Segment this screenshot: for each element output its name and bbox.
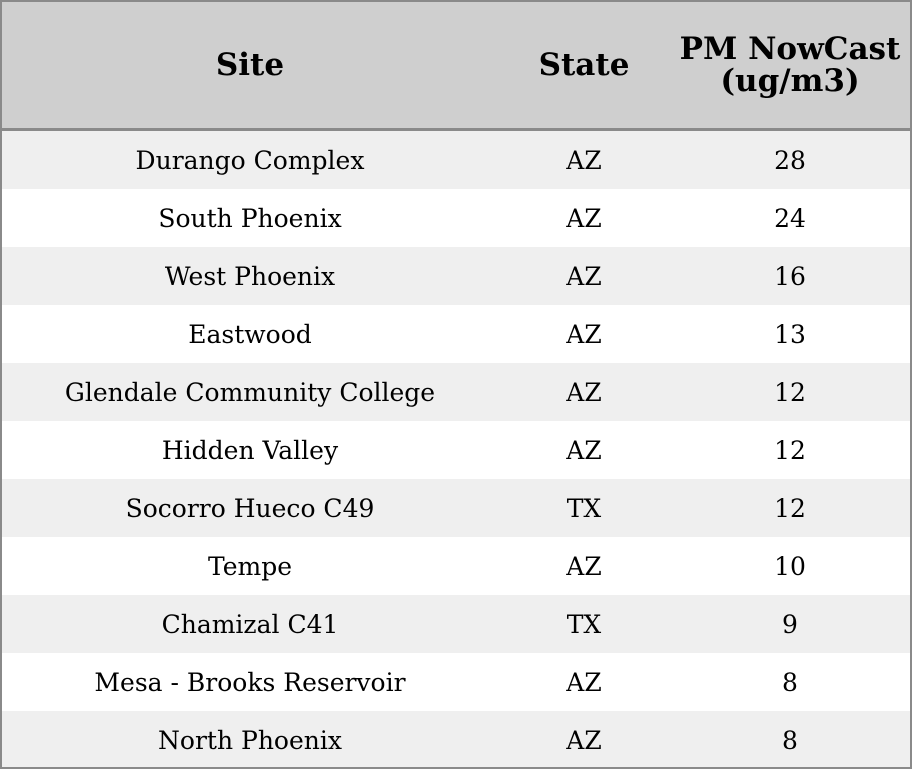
column-header-site: Site: [2, 2, 498, 130]
cell-state: AZ: [498, 537, 670, 595]
header-row: [2, 2, 910, 130]
cell-pm-nowcast: 24: [670, 189, 910, 247]
cell-site: Chamizal C41: [2, 595, 498, 653]
table-row: [2, 305, 910, 363]
cell-pm-nowcast: 12: [670, 479, 910, 537]
cell-site: South Phoenix: [2, 189, 498, 247]
cell-state: AZ: [498, 653, 670, 711]
cell-site: West Phoenix: [2, 247, 498, 305]
table-row: [2, 363, 910, 421]
cell-state: AZ: [498, 421, 670, 479]
cell-pm-nowcast: 12: [670, 421, 910, 479]
cell-pm-nowcast: 28: [670, 130, 910, 190]
table-header: [2, 2, 910, 130]
cell-site: Glendale Community College: [2, 363, 498, 421]
cell-pm-nowcast: 9: [670, 595, 910, 653]
cell-state: TX: [498, 479, 670, 537]
cell-site: Eastwood: [2, 305, 498, 363]
cell-pm-nowcast: 8: [670, 711, 910, 769]
cell-site: Hidden Valley: [2, 421, 498, 479]
cell-site: Tempe: [2, 537, 498, 595]
cell-site: Mesa - Brooks Reservoir: [2, 653, 498, 711]
cell-state: AZ: [498, 247, 670, 305]
cell-site: Socorro Hueco C49: [2, 479, 498, 537]
cell-pm-nowcast: 10: [670, 537, 910, 595]
table-row: [2, 130, 910, 190]
pm-nowcast-table: [2, 2, 910, 769]
table-row: [2, 247, 910, 305]
table-body: [2, 130, 910, 769]
cell-site: North Phoenix: [2, 711, 498, 769]
table-row: [2, 537, 910, 595]
cell-state: AZ: [498, 305, 670, 363]
table-row: [2, 711, 910, 769]
cell-state: AZ: [498, 130, 670, 190]
column-header-state: State: [498, 2, 670, 130]
table-row: [2, 421, 910, 479]
table-row: [2, 189, 910, 247]
table-row: [2, 653, 910, 711]
cell-pm-nowcast: 13: [670, 305, 910, 363]
cell-state: TX: [498, 595, 670, 653]
cell-pm-nowcast: 8: [670, 653, 910, 711]
cell-state: AZ: [498, 189, 670, 247]
cell-state: AZ: [498, 711, 670, 769]
cell-pm-nowcast: 16: [670, 247, 910, 305]
cell-site: Durango Complex: [2, 130, 498, 190]
column-header-pm-nowcast: PM NowCast (ug/m3): [670, 2, 910, 130]
cell-pm-nowcast: 12: [670, 363, 910, 421]
table-row: [2, 595, 910, 653]
table-row: [2, 479, 910, 537]
cell-state: AZ: [498, 363, 670, 421]
